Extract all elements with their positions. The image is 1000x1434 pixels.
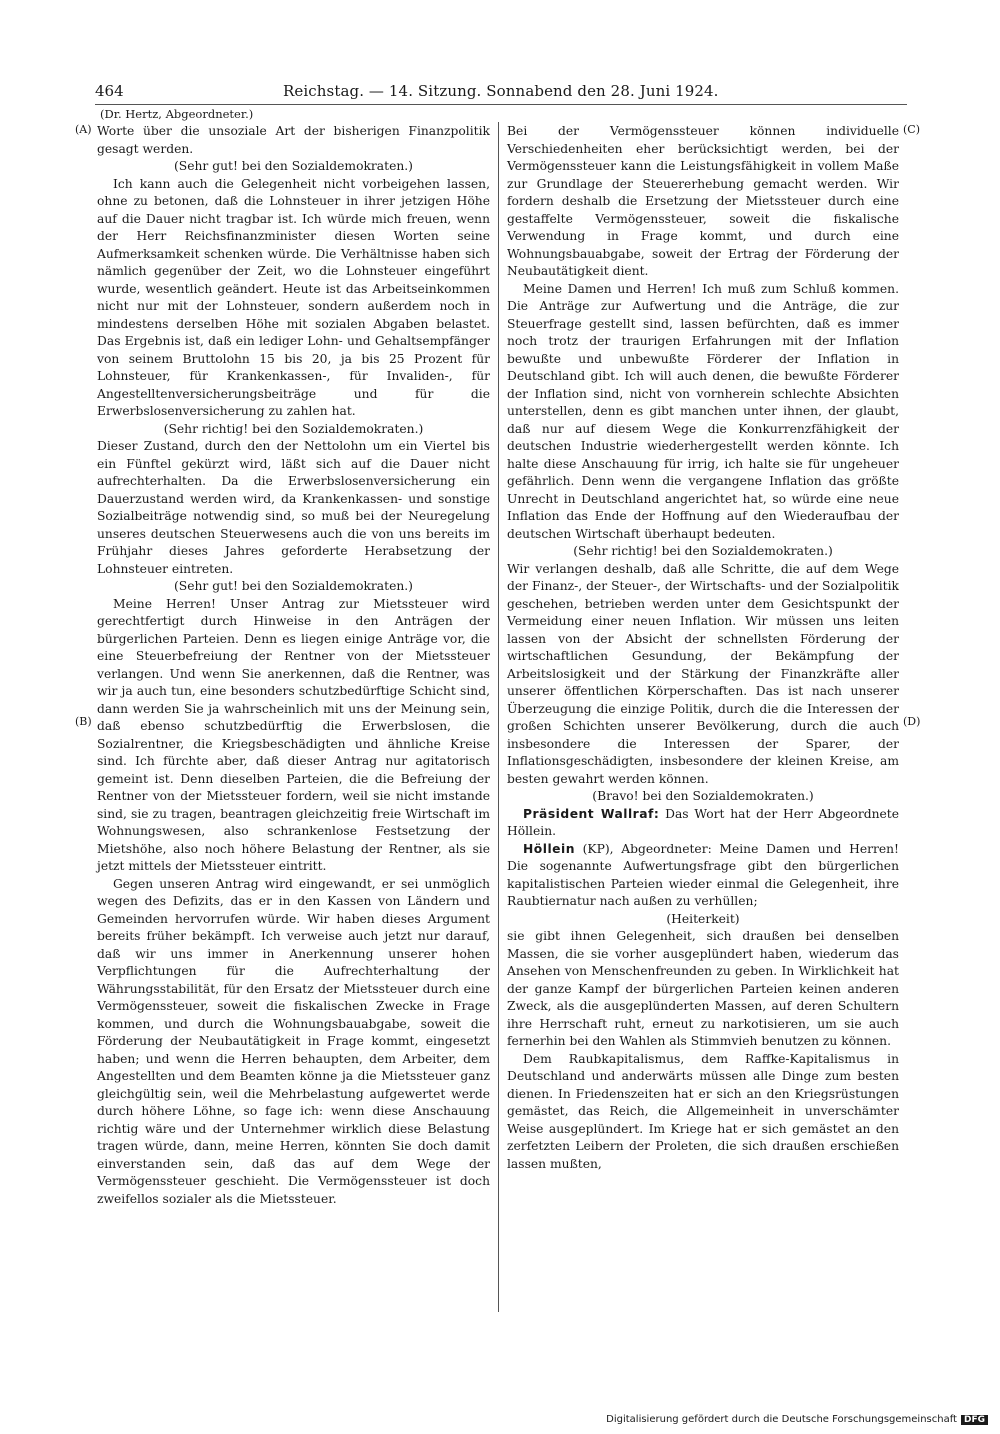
continued-speaker: (Dr. Hertz, Abgeordneter.) bbox=[100, 107, 254, 121]
column-right bbox=[507, 123, 899, 1173]
paragraph: Worte über die unsoziale Art der bisherigen Finanzpolitik gesagt werden. bbox=[97, 124, 490, 156]
interjection: (Heiterkeit) bbox=[666, 911, 740, 926]
speaker-name: Präsident Wallraf: bbox=[522, 806, 660, 821]
speaker-name: Höllein bbox=[522, 841, 575, 856]
footer-text: Digitalisierung gefördert durch die Deutsche Forschungsgemeinschaft bbox=[606, 1414, 957, 1425]
paragraph: Gegen unseren Antrag wird eingewandt, er sei unmöglich wegen des Defizits, das er in den Kassen von Ländern und Gemeinden hervorrufen würde. Wir haben dieses Argument bereits früher bekämpft. Ich verweise auch jetzt nur darauf, daß wir uns immer in Anerkennung unserer hohen Verpflichtungen für die Aufrechterhaltung der Währungsstabilität, für den Ersatz der Mietssteuer durch eine Vermögenssteuer, soweit die fiskalischen Zwecke in Frage kommen, und durch die Wohnungsbauabgabe, soweit die Förderung der Neubautätigkeit in Frage kommt, eingesetzt haben; und wenn die Herren behaupten, dem Arbeiter, dem Angestellten und dem Beamten könne ja die Mietssteuer ganz gleichgültig sein, weil die Mehrbelastung aufgewertet werde durch höhere Löhne, so fage ich: wenn diese Anschauung richtig wäre und der Unternehmer wirklich diese Belastung tragen würde, dann, meine Herren, könnten Sie doch damit einverstanden sein, daß das auf dem Wege der Vermögenssteuer geschieht. Die Vermögenssteuer ist doch zweifellos sozialer als die Mietssteuer. bbox=[97, 876, 490, 1206]
page-number: 464 bbox=[95, 82, 124, 100]
interjection: (Sehr gut! bei den Sozialdemokraten.) bbox=[174, 579, 413, 593]
margin-mark-b: (B) bbox=[75, 715, 92, 728]
running-title: Reichstag. — 14. Sitzung. Sonnabend den 28. Juni 1924. bbox=[283, 82, 719, 100]
paragraph: Dem Raubkapitalismus, dem Raffke-Kapitalismus in Deutschland und anderwärts müssen alle Dinge zum besten dienen. In Friedenszeiten hat er sich an den Kriegsrüstungen gemästet, das Reich, die Allgemeinheit in unverschämter Weise ausgeplündert. Im Kriege hat er sich gemästet an den zerfetzten Leibern der Proleten, die sich draußen erschießen lassen mußten, bbox=[507, 1051, 899, 1171]
interjection: (Sehr richtig! bei den Sozialdemokraten.) bbox=[163, 421, 424, 436]
paragraph: Ich kann auch die Gelegenheit nicht vorbeigehen lassen, ohne zu betonen, daß die Lohnsteuer in ihrer jetzigen Höhe auf die Dauer nicht tragbar ist. Ich würde mich freuen, wenn der Herr Reichsfinanzminister diesen Worten seine Aufmerksamkeit schenken würde. Die Verhältnisse haben sich nämlich gegenüber der Zeit, wo die Lohnsteuer eingeführt wurde, wesentlich geändert. Heute ist das Arbeitseinkommen nicht nur mit der Lohnsteuer, sondern außerdem noch in mindestens derselben Höhe mit sozialen Abgaben belastet. Das Ergebnis ist, daß ein lediger Lohn- und Gehaltsempfänger von seinem Bruttolohn 15 bis 20, ja bis 25 Prozent für Lohnsteuer, für Krankenkassen-, für Invaliden-, für Angestelltenversicherungsbeiträge und für die Erwerbslosenversicherung zu zahlen hat. bbox=[97, 176, 490, 418]
digitization-footer bbox=[606, 1414, 988, 1425]
interjection: (Bravo! bei den Sozialdemokraten.) bbox=[592, 789, 814, 803]
statement-text: Das Wort hat der Herr Abgeordnete Höllein. bbox=[507, 806, 899, 838]
column-divider bbox=[498, 122, 499, 1312]
margin-mark-c: (C) bbox=[903, 123, 920, 136]
margin-mark-a: (A) bbox=[75, 123, 92, 136]
paragraph: Wir verlangen deshalb, daß alle Schritte, die auf dem Wege der Finanz-, der Steuer-, der Wirtschafts- und der Sozialpolitik geschehen, betrieben werden unter dem Gesichtspunkt der Vermeidung einer neuen Inflation. Wir müssen uns leiten lassen von der Absicht der schnellsten Förderung der wirtschaftlichen Gesundung, der Bekämpfung der Arbeitslosigkeit und der Stärkung der Finanzkräfte aller unserer öffentlichen Körperschaften. Das ist nach unserer Überzeugung die einzige Politik, durch die die Interessen der großen Schichten unserer Bevölkerung, durch die auch insbesondere die Interessen der Sparer, der Inflationsgeschädigten, insbesondere der kleinen Kreise, am besten gewahrt werden können. bbox=[507, 561, 899, 786]
paragraph: Dieser Zustand, durch den der Nettolohn um ein Viertel bis ein Fünftel gekürzt wird, läßt sich auf die Dauer nicht aufrechterhalten. Da die Erwerbslosenversicherung ein Dauerzustand werden wird, da Krankenkassen- und sonstige Sozialbeiträge notwendig sind, so muß bei der Neuregelung unseres deutschen Steuerwesens auch die von uns bereits im Frühjahr dieses Jahres geforderte Herabsetzung der Lohnsteuer eintreten. bbox=[97, 439, 490, 576]
margin-mark-d: (D) bbox=[903, 715, 921, 728]
header-rule bbox=[95, 104, 907, 105]
column-left bbox=[97, 123, 490, 1208]
paragraph: sie gibt ihnen Gelegenheit, sich draußen bei denselben Massen, die sie vorher ausgeplündert haben, wiederum das Ansehen von Menschenfreunden zu geben. In Wirklichkeit hat der ganze Kampf der bürgerlichen Parteien keinen anderen Zweck, als die ausgeplünderten Massen, auf deren Schultern ihre Herrschaft ruht, erneut zu narkotisieren, um sie auch fernerhin bei den Wahlen als Stimmvieh benutzen zu können. bbox=[507, 929, 899, 1048]
dfg-logo: DFG bbox=[961, 1415, 988, 1425]
page-header bbox=[95, 80, 907, 102]
paragraph: Meine Damen und Herren! Ich muß zum Schluß kommen. Die Anträge zur Aufwertung und die Anträge, die zur Steuerfrage gestellt sind, lassen befürchten, daß es immer noch trotz der traurigen Erfahrungen mit der Inflation bewußte und unbewußte Förderer der Inflation in Deutschland gibt. Ich will auch denen, die bewußte Förderer der Inflation sind, nicht von vornherein schlechte Absichten unterstellen, denn es gibt manchen unter ihnen, der glaubt, daß nur auf diesem Wege die Konkurrenzfähigkeit der deutschen Industrie wiederhergestellt werden könnte. Ich halte diese Anschauung für irrig, ich halte sie für ungeheuer gefährlich. Denn wenn die vergangene Inflation das größte Unrecht in Deutschland angerichtet hat, so würde eine neue Inflation das Ende der Hoffnung auf den Wiederaufbau der deutschen Wirtschaft überhaupt bedeuten. bbox=[507, 281, 899, 541]
president-statement bbox=[507, 806, 899, 841]
paragraph: Bei der Vermögenssteuer können individuelle Verschiedenheiten eher berücksichtigt werden, bei der Vermögenssteuer kann die Leistungsfähigkeit in vollem Maße zur Grundlage der Steuererhebung gemacht werden. Wir fordern deshalb die Ersetzung der Mietssteuer durch eine gestaffelte Vermögenssteuer, soweit die fiskalische Verwendung in Frage kommt, und durch eine Wohnungsbauabgabe, soweit der Ertrag der Förderung der Neubautätigkeit dient. bbox=[507, 124, 899, 278]
paragraph: Meine Herren! Unser Antrag zur Mietssteuer wird gerechtfertigt durch Hinweise in den Anträgen der bürgerlichen Parteien. Denn es liegen einige Anträge vor, die eine Steuerbefreiung der Rentner von der Mietssteuer verlangen. Und wenn Sie anerkennen, daß die Rentner, was wir ja auch tun, eine besonders schutzbedürftige Schicht sind, dann werden Sie ja wahrscheinlich mit uns der Meinung sein, daß ebenso schutzbedürftig die Erwerbslosen, die Sozialrentner, die Kriegsbeschädigten und ähnliche Kreise sind. Ich fürchte aber, daß dieser Antrag nur agitatorisch gemeint ist. Denn dieselben Parteien, die die Befreiung der Rentner von der Mietssteuer fordern, weil sie nicht imstande sind, sie zu tragen, beantragen gleichzeitig freie Wirtschaft im Wohnungswesen, also schrankenlose Festsetzung der Mietshöhe, also noch höhere Belastung der Rentner, als sie jetzt mittels der Mietssteuer eintritt. bbox=[97, 596, 490, 873]
interjection: (Sehr richtig! bei den Sozialdemokraten.) bbox=[573, 544, 833, 558]
interjection: (Sehr gut! bei den Sozialdemokraten.) bbox=[174, 159, 413, 173]
statement-text: (KP), Abgeordneter: Meine Damen und Herren! Die sogenannte Aufwertungsfrage gibt den bürgerlichen kapitalistischen Parteien wieder einmal die Gelegenheit, ihre Raubtiernatur nach außen zu verhüllen; bbox=[507, 841, 899, 908]
speech-start bbox=[507, 841, 899, 911]
